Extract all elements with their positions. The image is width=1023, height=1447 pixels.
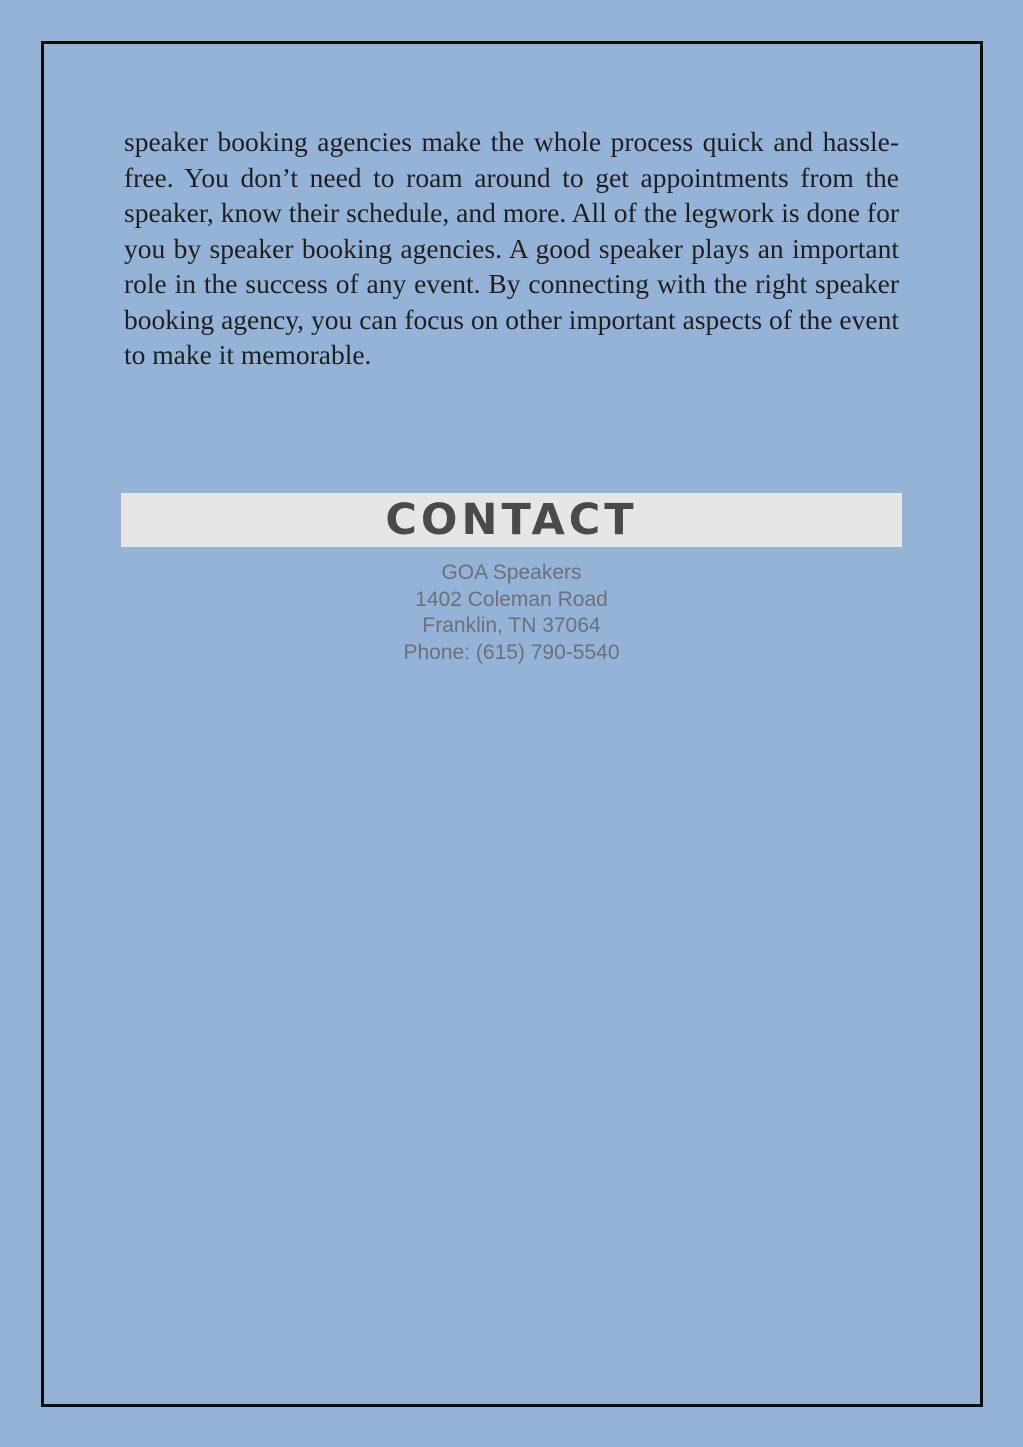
contact-heading: CONTACT (385, 494, 638, 545)
contact-heading-bar (121, 493, 902, 547)
body-paragraph: speaker booking agencies make the whole process quick and hassle-free. You don’t need to roam around to get appointments from the speaker, know their schedule, and more. All of the legwork is done for you by speaker booking agencies. A good speaker plays an important role in the success of any event. By connecting with the right speaker booking agency, you can focus on other important aspects of the event to make it memorable. (124, 126, 899, 370)
contact-street: 1402 Coleman Road (415, 587, 608, 611)
contact-company: GOA Speakers (441, 561, 582, 584)
contact-phone: Phone: (615) 790-5540 (403, 640, 620, 664)
contact-info (121, 560, 902, 666)
contact-city-line: Franklin, TN 37064 (422, 614, 601, 637)
